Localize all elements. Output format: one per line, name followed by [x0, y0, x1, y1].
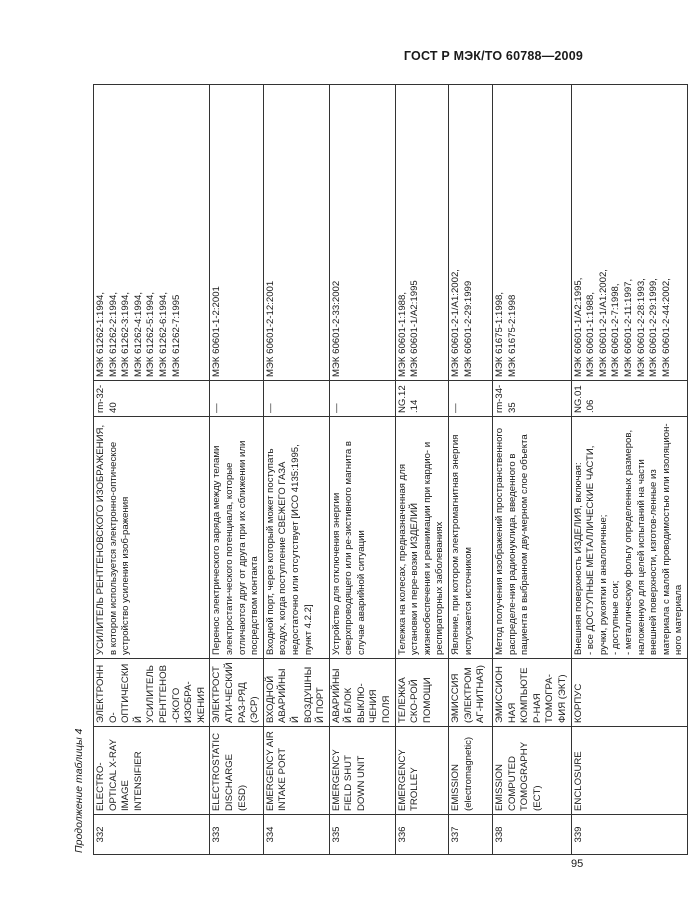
term-number: 335 — [329, 815, 395, 855]
term-sources: МЭК 60601-2-33:2002 — [329, 85, 395, 381]
term-number: 333 — [210, 815, 263, 855]
term-code: NG.01.06 — [571, 381, 687, 417]
term-definition: Перенос электрического заряда между телами электростати-ческого потенциала, которые отличаются друг от друга при их сближении или посредством контакта — [210, 417, 263, 659]
table-row — [449, 85, 493, 855]
term-definition: Явление, при котором электромагнитная энергия испускается источником — [449, 417, 493, 659]
term-sources: МЭК 60601-2-12:2001 — [263, 85, 329, 381]
page-number: 95 — [571, 858, 584, 870]
term-code: — — [263, 381, 329, 417]
term-english: ELECTRO-OPTICAL X-RAY IMAGE INTENSIFIER — [94, 727, 210, 815]
term-english: ELECTROSTATIC DISCHARGE (ESD) — [210, 727, 263, 815]
term-number: 332 — [94, 815, 210, 855]
table-row — [395, 85, 448, 855]
term-russian: АВАРИЙНЫЙ БЛОК ВЫКЛЮ-ЧЕНИЯ ПОЛЯ — [329, 659, 395, 727]
term-english: EMERGENCY FIELD SHUT DOWN UNIT — [329, 727, 395, 815]
term-sources: МЭК 60601-1:1988, МЭК 60601-1/А2:1995 — [395, 85, 448, 381]
table-caption: Продолжение таблицы 4 — [73, 728, 85, 853]
term-code: NG.12.14 — [395, 381, 448, 417]
term-number: 338 — [493, 815, 572, 855]
term-sources: МЭК 61262-1:1994, МЭК 61262-2:1994, МЭК 61262-3:1994, МЭК 61262-4:1994, МЭК 61262-5:1994, МЭК 61262-6:1994, МЭК 61262-7:1995 — [94, 85, 210, 381]
term-english: EMERGENCY AIR INTAKE PORT — [263, 727, 329, 815]
term-russian: ВХОДНОЙ АВАРИЙНЫЙ ВОЗДУШНЫЙ ПОРТ — [263, 659, 329, 727]
table-row — [94, 85, 210, 855]
table-row — [571, 85, 687, 855]
table-row — [329, 85, 395, 855]
term-code: rm-34-35 — [493, 381, 572, 417]
term-number: 334 — [263, 815, 329, 855]
term-sources: МЭК 61675-1:1998, МЭК 61675-2:1998 — [493, 85, 572, 381]
term-russian: ЭМИССИОННАЯ КОМПЬЮТЕР-НАЯ ТОМОГРА-ФИЯ (ЭКТ) — [493, 659, 572, 727]
term-number: 339 — [571, 815, 687, 855]
terms-table — [93, 84, 688, 855]
term-english: ENCLOSURE — [571, 727, 687, 815]
term-number: 336 — [395, 815, 448, 855]
term-code: — — [449, 381, 493, 417]
term-english: EMERGENCY TROLLEY — [395, 727, 448, 815]
table-row — [493, 85, 572, 855]
term-russian: ЭЛЕКТРОННО-ОПТИЧЕСКИЙ УСИЛИТЕЛЬ РЕНТГЕНОВ-СКОГО ИЗОБРА-ЖЕНИЯ — [94, 659, 210, 727]
term-definition: Устройство для отключения энергии сверхпроводящего или ре-зистивного магнита в случае аварийной ситуации — [329, 417, 395, 659]
term-english: EMISSION COMPUTED TOMOGRAPHY (ECT) — [493, 727, 572, 815]
term-definition: Входной порт, через который может поступать воздух, когда поступление СВЕЖЕГО ГАЗА недостаточно или отсутствует [ИСО 4135:1995, пункт 4.2.2] — [263, 417, 329, 659]
term-russian: ЭЛЕКТРОСТАТИ-ЧЕСКИЙ РАЗ-РЯД (ЭСР) — [210, 659, 263, 727]
term-number: 337 — [449, 815, 493, 855]
term-code: — — [329, 381, 395, 417]
term-sources: МЭК 60601-1-2:2001 — [210, 85, 263, 381]
standard-header: ГОСТ Р МЭК/ТО 60788—2009 — [403, 49, 583, 63]
term-sources: МЭК 60601-2-1/А1:2002, МЭК 60601-2-29:1999 — [449, 85, 493, 381]
term-code: — — [210, 381, 263, 417]
term-sources: МЭК 60601-1/А2:1995, МЭК 60601-1:1988, МЭК 60601-2-1/А1:2002, МЭК 60601-2-7:1998, МЭК 60601-2-11:1997, МЭК 60601-2-28:1993, МЭК 60601-2-29:1999, МЭК 60601-2-44:2002, — [571, 85, 687, 381]
term-russian: КОРПУС — [571, 659, 687, 727]
term-definition: Внешняя поверхность ИЗДЕЛИЯ, включая: - все ДОСТУПНЫЕ МЕТАЛЛИЧЕСКИЕ ЧАСТИ, ручки, рукоятки и аналогичные; - доступные оси; - металлическую фольгу определенных размеров, наложенную для целей испытаний на части внешней поверхности, изготов-ленные из материала с малой проводимостью или изоляцион-ного материала — [571, 417, 687, 659]
term-english: EMISSION (electromagnetic) — [449, 727, 493, 815]
term-definition: УСИЛИТЕЛЬ РЕНТГЕНОВСКОГО ИЗОБРАЖЕНИЯ, в котором используется электронно-оптическое устройство усиления изоб-ражения — [94, 417, 210, 659]
table-row — [210, 85, 263, 855]
rotated-table-block — [70, 85, 685, 855]
term-code: rm-32-40 — [94, 381, 210, 417]
term-russian: ТЕЛЕЖКА СКО-РОЙ ПОМОЩИ — [395, 659, 448, 727]
term-russian: ЭМИССИЯ (ЭЛЕКТРОМАГ-НИТНАЯ) — [449, 659, 493, 727]
table-row — [263, 85, 329, 855]
term-definition: Тележка на колесах, предназначенная для установки и пере-возки ИЗДЕЛИЙ жизнеобеспечения и реанимации при кардио- и респираторных заболеваниях — [395, 417, 448, 659]
term-definition: Метод получения изображений пространственного распределе-ния радионуклида, введенного в пациента в выбранном дву-мерном слое объекта — [493, 417, 572, 659]
